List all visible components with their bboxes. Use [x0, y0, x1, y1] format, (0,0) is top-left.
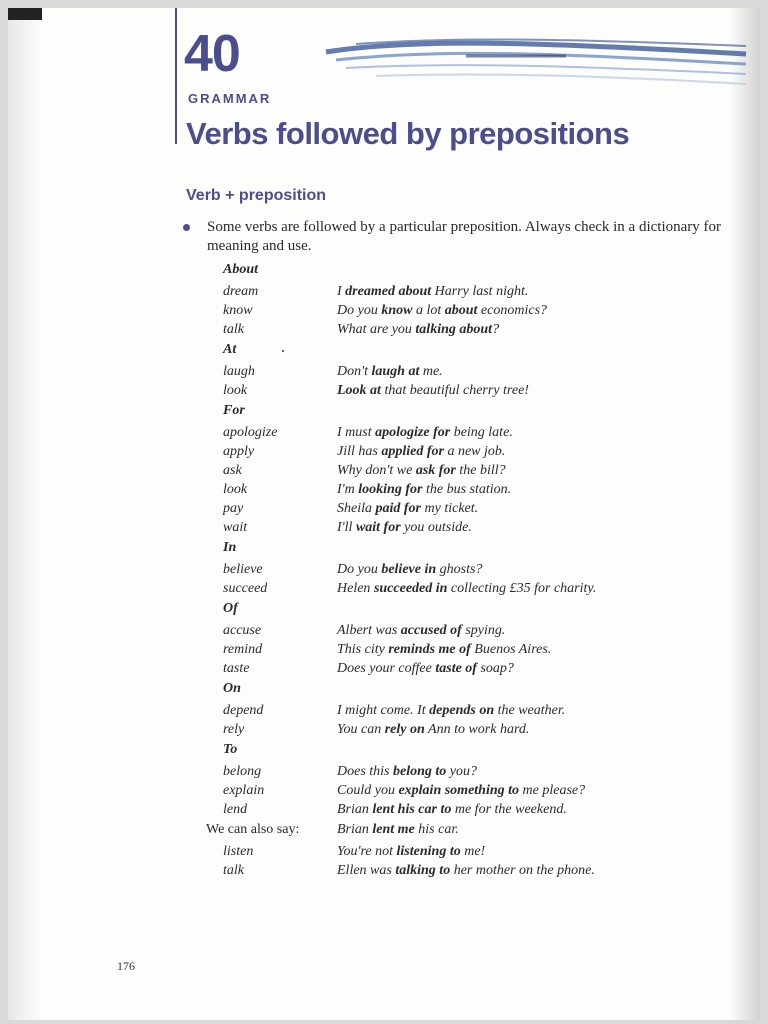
- verb-wait: wait: [223, 520, 248, 535]
- preposition-group-in: In: [223, 540, 237, 555]
- verb-taste: taste: [223, 661, 250, 676]
- example-sentence: I must apologize for being late.: [337, 425, 513, 440]
- verb-pay: pay: [223, 501, 244, 516]
- verb-listen: listen: [223, 844, 254, 859]
- example-sentence: I dreamed about Harry last night.: [337, 284, 529, 299]
- also-example-sentence: Brian lent me his car.: [337, 822, 459, 837]
- preposition-group-to: To: [223, 742, 238, 757]
- stray-mark: [282, 350, 284, 352]
- section-heading: Verb + preposition: [186, 187, 327, 204]
- verb-accuse: accuse: [223, 623, 262, 638]
- header-vertical-rule: [175, 8, 177, 144]
- verb-lend: lend: [223, 802, 248, 817]
- example-sentence: Does your coffee taste of soap?: [337, 661, 514, 676]
- verb-dream: dream: [223, 284, 259, 299]
- example-sentence: Ellen was talking to her mother on the phone.: [337, 863, 595, 878]
- example-sentence: I'll wait for you outside.: [337, 520, 472, 535]
- verb-depend: depend: [223, 703, 264, 718]
- example-sentence: Jill has applied for a new job.: [337, 444, 506, 459]
- example-sentence: This city reminds me of Buenos Aires.: [337, 642, 552, 657]
- verb-apologize: apologize: [223, 425, 278, 440]
- preposition-group-on: On: [223, 681, 241, 696]
- verb-know: know: [223, 303, 253, 318]
- also-label: We can also say:: [206, 822, 300, 837]
- preposition-group-for: For: [223, 403, 245, 418]
- verb-talk: talk: [223, 322, 244, 337]
- example-sentence: I might come. It depends on the weather.: [337, 703, 566, 718]
- example-sentence: Don't laugh at me.: [337, 364, 443, 379]
- verb-remind: remind: [223, 642, 263, 657]
- example-sentence: Sheila paid for my ticket.: [337, 501, 479, 516]
- verb-look: look: [223, 383, 248, 398]
- example-sentence: What are you talking about?: [337, 322, 500, 337]
- verb-laugh: laugh: [223, 364, 255, 379]
- example-sentence: Look at that beautiful cherry tree!: [337, 383, 529, 398]
- verb-apply: apply: [223, 444, 255, 459]
- page-edge-shadow: [730, 8, 760, 1020]
- section-label: GRAMMAR: [188, 91, 272, 106]
- bullet-dot: [183, 224, 190, 231]
- example-sentence: Do you believe in ghosts?: [337, 562, 483, 577]
- verb-succeed: succeed: [223, 581, 268, 596]
- intro-text: Some verbs are followed by a particular preposition. Always check in a dictionary for meaning and use.: [207, 219, 722, 254]
- example-sentence: Why don't we ask for the bill?: [337, 463, 506, 478]
- preposition-group-about: About: [223, 262, 259, 277]
- unit-number: 40: [184, 25, 240, 83]
- example-sentence: You can rely on Ann to work hard.: [337, 722, 530, 737]
- example-sentence: Albert was accused of spying.: [337, 623, 506, 638]
- corner-mark: [8, 8, 42, 20]
- verb-belong: belong: [223, 764, 262, 779]
- verb-believe: believe: [223, 562, 263, 577]
- example-sentence: Do you know a lot about economics?: [337, 303, 548, 318]
- example-sentence: Does this belong to you?: [337, 764, 477, 779]
- example-sentence: Could you explain something to me please?: [337, 783, 586, 798]
- preposition-group-of: Of: [223, 601, 238, 616]
- example-sentence: You're not listening to me!: [337, 844, 486, 859]
- page-number: 176: [117, 959, 135, 973]
- verb-explain: explain: [223, 783, 265, 798]
- verb-talk: talk: [223, 863, 244, 878]
- preposition-group-at: At: [223, 342, 237, 357]
- example-sentence: Brian lent his car to me for the weekend.: [337, 802, 567, 817]
- verb-rely: rely: [223, 722, 245, 737]
- decorative-swoosh: [316, 30, 756, 100]
- verb-ask: ask: [223, 463, 242, 478]
- page-title: Verbs followed by prepositions: [186, 116, 630, 151]
- example-sentence: I'm looking for the bus station.: [337, 482, 512, 497]
- example-sentence: Helen succeeded in collecting £35 for charity.: [337, 581, 597, 596]
- verb-look: look: [223, 482, 248, 497]
- page-gutter-shadow: [8, 8, 42, 1020]
